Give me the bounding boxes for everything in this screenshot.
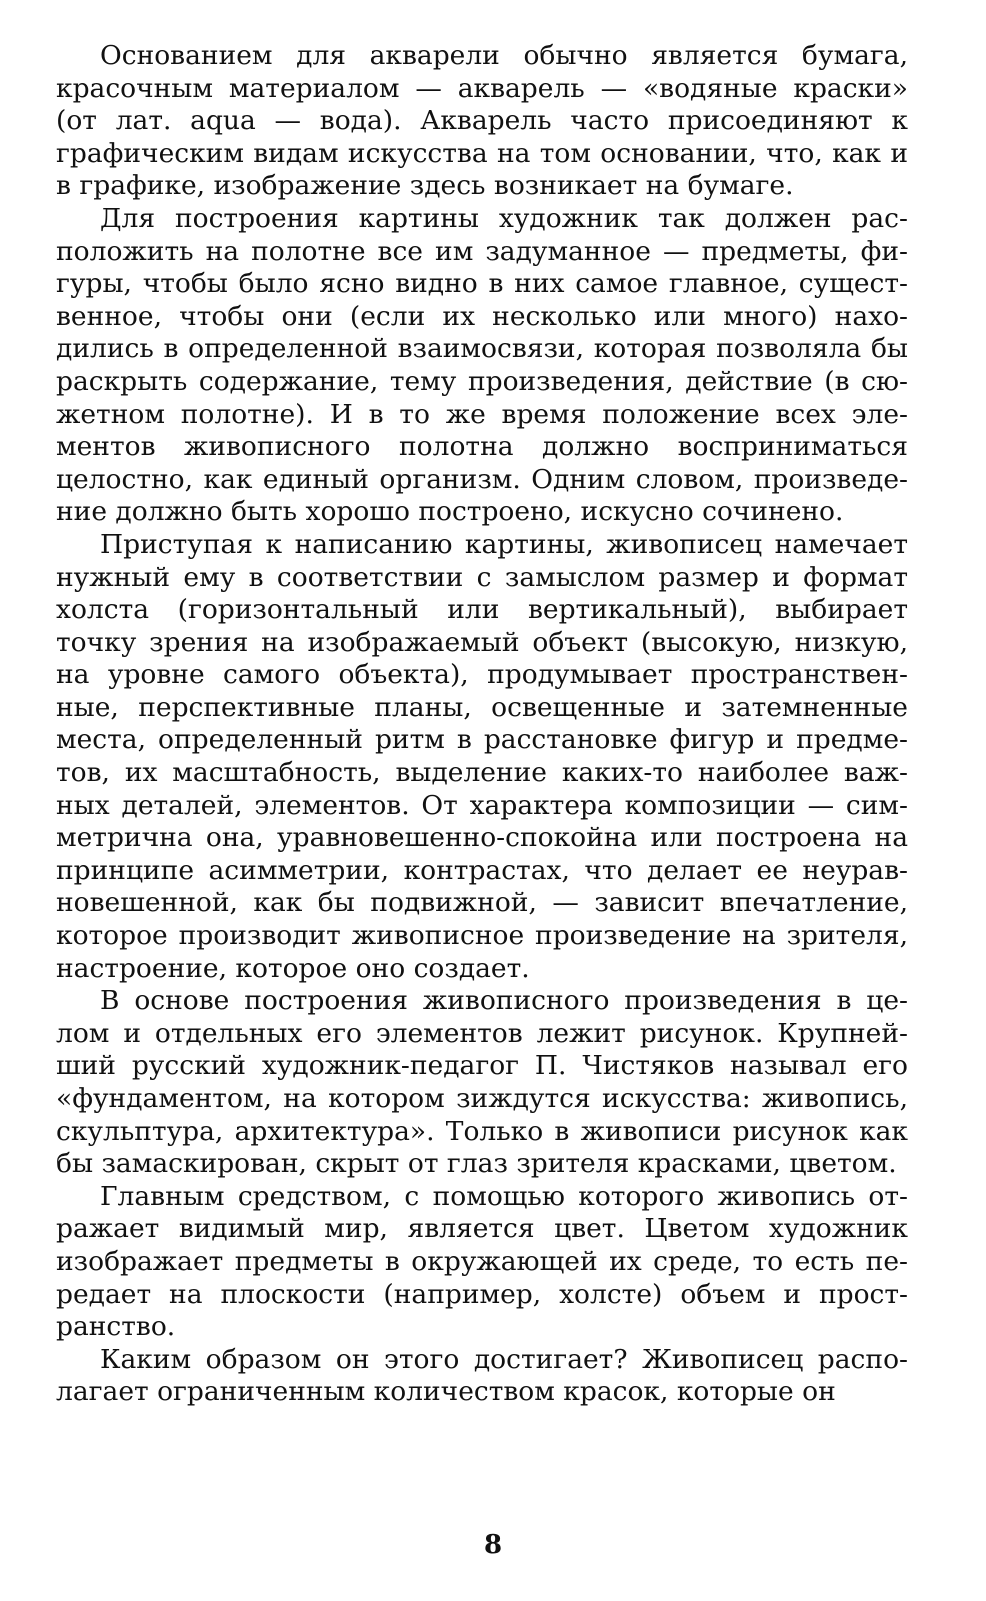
paragraph-watercolor: Основанием для акварели обычно является бумага, красочным материалом — акварель — «водяные краски» (от лат. aqua — вода). Акварель часто присоединяют к графическим видам искусства на том основании, что, как и в графике, изображение здесь возникает на бумаге. [56, 40, 908, 202]
page-text-block [56, 40, 908, 1409]
paragraph-composition: Для построения картины художник так должен расположить на полотне все им задуманное — предметы, фигуры, чтобы было ясно видно в них самое главное, существенное, чтобы они (если их несколько или много) находились в определенной взаимосвязи, которая позволяла бы раскрыть содержание, тему произведения, действие (в сюжетном полотне). И в то же время положение всех элементов живописного полотна должно восприниматься целостно, как единый организм. Одним словом, произведение должно быть хорошо построено, искусно сочинено. [56, 202, 908, 528]
page-number: 8 [483, 1530, 503, 1560]
paragraph-paints: Каким образом он этого достигает? Живописец располагает ограниченным количеством красок, которые он [56, 1343, 908, 1408]
paragraph-canvas-planning: Приступая к написанию картины, живописец намечает нужный ему в соответствии с замыслом размер и формат холста (горизонтальный или вертикальный), выбирает точку зрения на изображаемый объект (высокую, низкую, на уровне самого объекта), продумывает пространственные, перспективные планы, освещенные и затемненные места, определенный ритм в расстановке фигур и предметов, их масштабность, выделение каких-то наиболее важных деталей, элементов. От характера композиции — симметрична она, уравновешенно-спокойна или построена на принципе асимметрии, контрастах, что делает ее неуравновешенной, как бы подвижной, — зависит впечатление, которое производит живописное произведение на зрителя, настроение, которое оно создает. [56, 528, 908, 984]
paragraph-drawing: В основе построения живописного произведения в целом и отдельных его элементов лежит рисунок. Крупнейший русский художник-педагог П. Чистяков называл его «фундаментом, на котором зиждутся искусства: живопись, скульптура, архитектура». Только в живописи рисунок как бы замаскирован, скрыт от глаз зрителя красками, цветом. [56, 985, 908, 1180]
paragraph-color: Главным средством, с помощью которого живопись отражает видимый мир, является цвет. Цветом художник изображает предметы в окружающей их среде, то есть передает на плоскости (например, холсте) объем и пространство. [56, 1180, 908, 1343]
